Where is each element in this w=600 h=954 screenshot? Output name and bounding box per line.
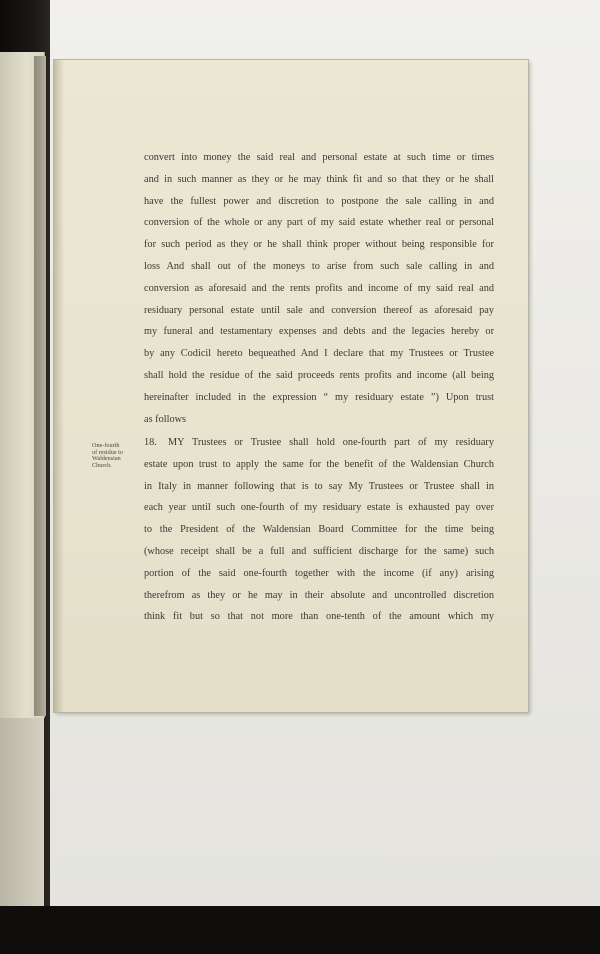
text-line: conversion of the whole or any part of my said estate whether real or personal [144, 217, 494, 229]
document-page [54, 60, 528, 712]
page-gutter-shadow [54, 60, 64, 712]
page-edge-strip [34, 56, 46, 716]
text-line: shall hold the residue of the said proceeds rents profits and income (all being [144, 369, 494, 381]
text-line: MY Trustees or Trustee shall hold one-fourth part of my residuary [168, 437, 494, 448]
text-line: loss And shall out of the moneys to arise from such sale calling in and [144, 260, 494, 272]
text-line: (whose receipt shall be a full and sufficient discharge for the same) such [144, 545, 494, 557]
text-line: and in such manner as they or he may think fit and so that they or he shall [144, 173, 494, 185]
text-line: have the fullest power and discretion to postpone the sale calling in and [144, 195, 494, 207]
facing-page-lower-edge [0, 718, 44, 908]
paragraph-18 [144, 432, 494, 628]
text-line: think fit but so that not more than one-tenth of the amount which my [144, 611, 494, 623]
text-line: each year until such one-fourth of my residuary estate is exhausted pay over [144, 502, 494, 514]
text-line: by any Codicil hereto bequeathed And I declare that my Trustees or Trustee [144, 348, 494, 360]
paragraph-18-first-line [144, 432, 494, 454]
text-line: conversion as aforesaid and the rents profits and income of my said real and [144, 282, 494, 294]
scan-bottom-border [0, 906, 600, 954]
margin-note [92, 443, 144, 469]
text-line: therefrom as they or he may in their absolute and uncontrolled discretion [144, 589, 494, 601]
text-line: portion of the said one-fourth together with the income (if any) arising [144, 567, 494, 579]
text-line: for such period as they or he shall think proper without being responsible for [144, 239, 494, 251]
text-line: as follows [144, 413, 187, 425]
margin-note-line: Waldensian [92, 455, 121, 463]
text-line: hereinafter included in the expression “ my residuary estate ”) Upon trust [144, 391, 494, 403]
text-line: estate upon trust to apply the same for the benefit of the Waldensian Church [144, 458, 494, 470]
paragraph-number: 18. [144, 437, 157, 448]
paragraph-17-continuation [144, 147, 494, 430]
text-line: to the President of the Waldensian Board Committee for the time being [144, 524, 494, 536]
text-line: my funeral and testamentary expenses and debts and the legacies hereby or [144, 326, 494, 338]
text-line: in Italy in manner following that is to say My Trustees or Trustee shall in [144, 480, 494, 492]
margin-note-line: One-fourth [92, 442, 120, 449]
margin-note-line: Church. [92, 461, 112, 469]
margin-note-line: of residue to [92, 448, 123, 456]
text-line: convert into money the said real and personal estate at such time or times [144, 152, 494, 163]
text-line: residuary personal estate until sale and conversion thereof as aforesaid pay [144, 304, 494, 316]
